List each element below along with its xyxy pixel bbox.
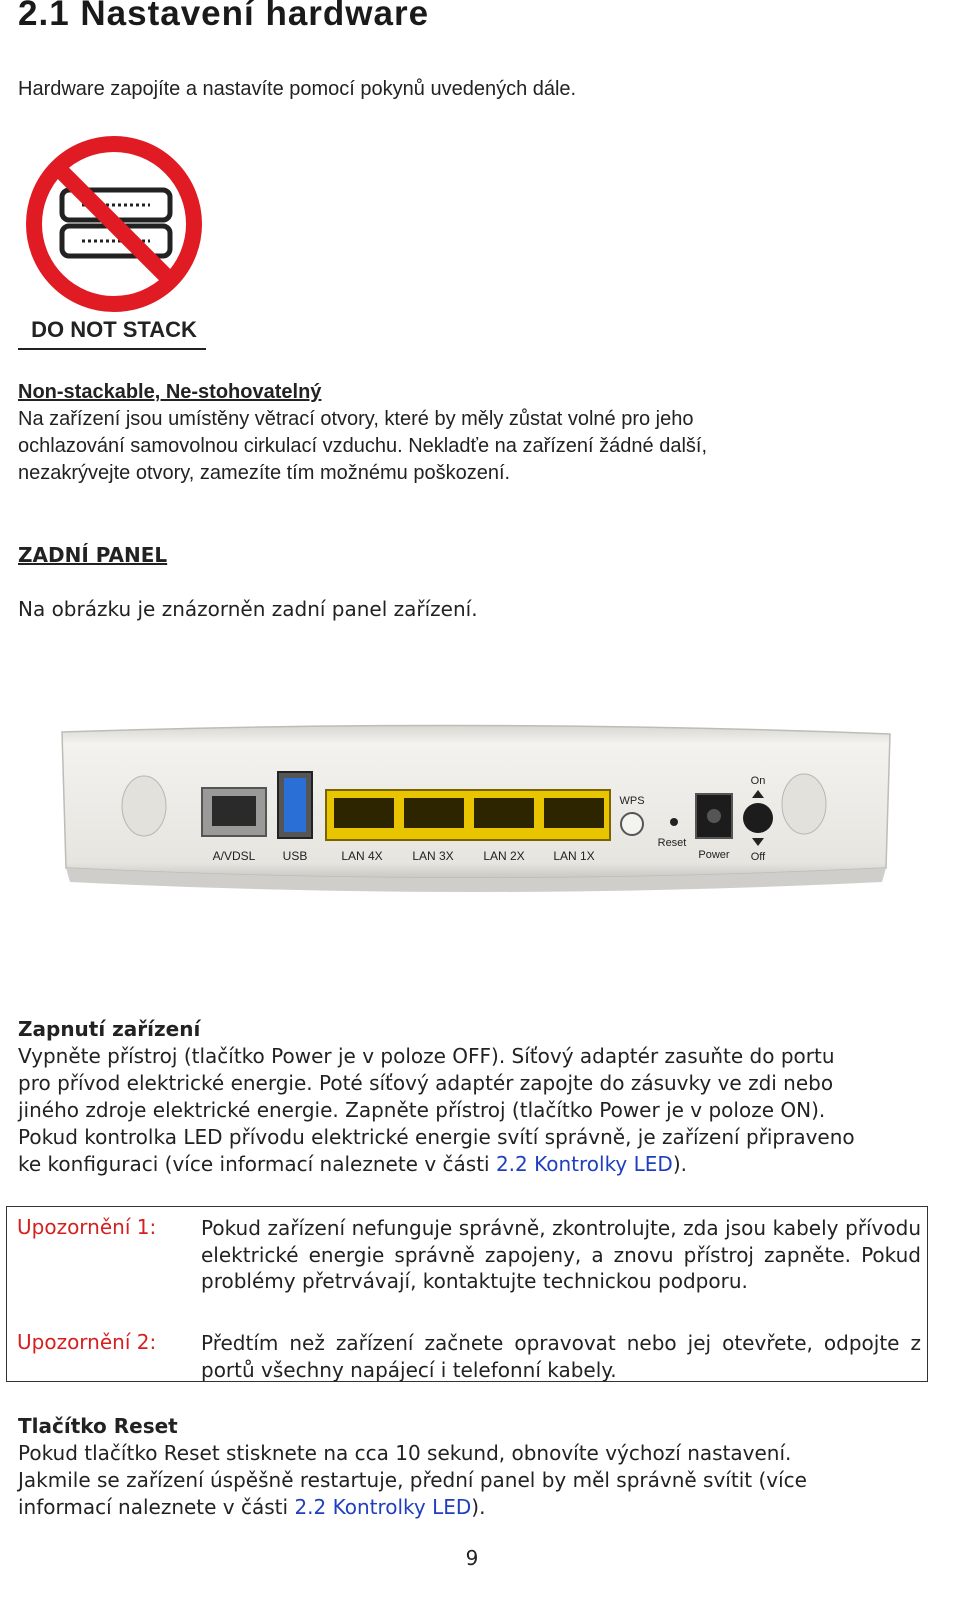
usb-label: USB [282, 849, 308, 863]
prohibition-icon [34, 144, 194, 304]
lan4-label: LAN 4X [341, 849, 383, 863]
power-on-heading: Zapnutí zařízení [18, 1017, 201, 1041]
do-not-stack-caption: DO NOT STACK [31, 317, 197, 342]
reset-pinhole [670, 818, 678, 826]
rear-panel-heading: ZADNÍ PANEL [18, 543, 168, 567]
reset-line: Jakmile se zařízení úspěšně restartuje, přední panel by měl správně svítit (více [18, 1468, 807, 1492]
nonstack-line: ochlazování samovolnou cirkulací vzduchu. Nekladťe na zařízení žádné další, [18, 435, 707, 457]
rear-panel-text: Na obrázku je znázorněn zadní panel zařízení. [18, 597, 478, 621]
do-not-stack-sign [18, 130, 210, 352]
reset-line: informací naleznete v části 2.2 Kontrolky LED). [18, 1495, 486, 1519]
off-label: Off [750, 851, 766, 863]
warning-1-label: Upozornění 1: [17, 1215, 157, 1239]
power-on-line: pro přívod elektrické energie. Poté síťový adaptér zapojte do zásuvky ve zdi nebo [18, 1071, 834, 1095]
page-number: 9 [465, 1546, 479, 1570]
warning-2-text: Předtím než zařízení začnete opravovat nebo jej otevřete, odpojte z portů všechny napájecí i telefonní kabely. [201, 1331, 921, 1382]
router-rear-panel-image [56, 718, 896, 918]
led-section-link[interactable]: 2.2 Kontrolky LED [294, 1495, 472, 1519]
lan2-label: LAN 2X [483, 849, 525, 863]
power-on-line: Vypněte přístroj (tlačítko Power je v poloze OFF). Síťový adaptér zasuňte do portu [18, 1044, 835, 1068]
sign-divider [18, 348, 206, 350]
power-switch [743, 803, 773, 833]
page-title: 2.1 Nastavení hardware [18, 0, 430, 33]
on-label: On [750, 775, 766, 787]
nonstack-heading: Non-stackable, Ne-stohovatelný [18, 381, 322, 403]
wps-label: WPS [619, 795, 645, 807]
reset-label: Reset [657, 837, 687, 849]
power-on-line: Pokud kontrolka LED přívodu elektrické energie svítí správně, je zařízení připraveno [18, 1125, 855, 1149]
power-label: Power [698, 849, 730, 861]
reset-heading: Tlačítko Reset [18, 1414, 178, 1438]
power-on-line: ke konfiguraci (více informací naleznete v části 2.2 Kontrolky LED). [18, 1152, 687, 1176]
lan3-label: LAN 3X [412, 849, 454, 863]
warning-1-text: Pokud zařízení nefunguje správně, zkontrolujte, zda jsou kabely přívodu elektrické energie správně zapojeny, a znovu přístroj zapněte. Pokud problémy přetrvávají, kontaktujte technickou podporu. [201, 1216, 921, 1293]
wps-button [621, 813, 643, 835]
nonstack-line: nezakrývejte otvory, zamezíte tím možnému poškození. [18, 462, 511, 484]
lan1-label: LAN 1X [553, 849, 595, 863]
adsl-label: A/VDSL [212, 849, 256, 863]
power-on-line: jiného zdroje elektrické energie. Zapněte přístroj (tlačítko Power je v poloze ON). [18, 1098, 826, 1122]
reset-line: Pokud tlačítko Reset stisknete na cca 10 sekund, obnovíte výchozí nastavení. [18, 1441, 792, 1465]
warning-2-label: Upozornění 2: [17, 1330, 157, 1354]
intro-text: Hardware zapojíte a nastavíte pomocí pokynů uvedených dále. [18, 78, 577, 100]
nonstack-line: Na zařízení jsou umístěny větrací otvory, které by měly zůstat volné pro jeho [18, 408, 694, 430]
warning-box [6, 1206, 928, 1382]
led-section-link[interactable]: 2.2 Kontrolky LED [495, 1152, 673, 1176]
